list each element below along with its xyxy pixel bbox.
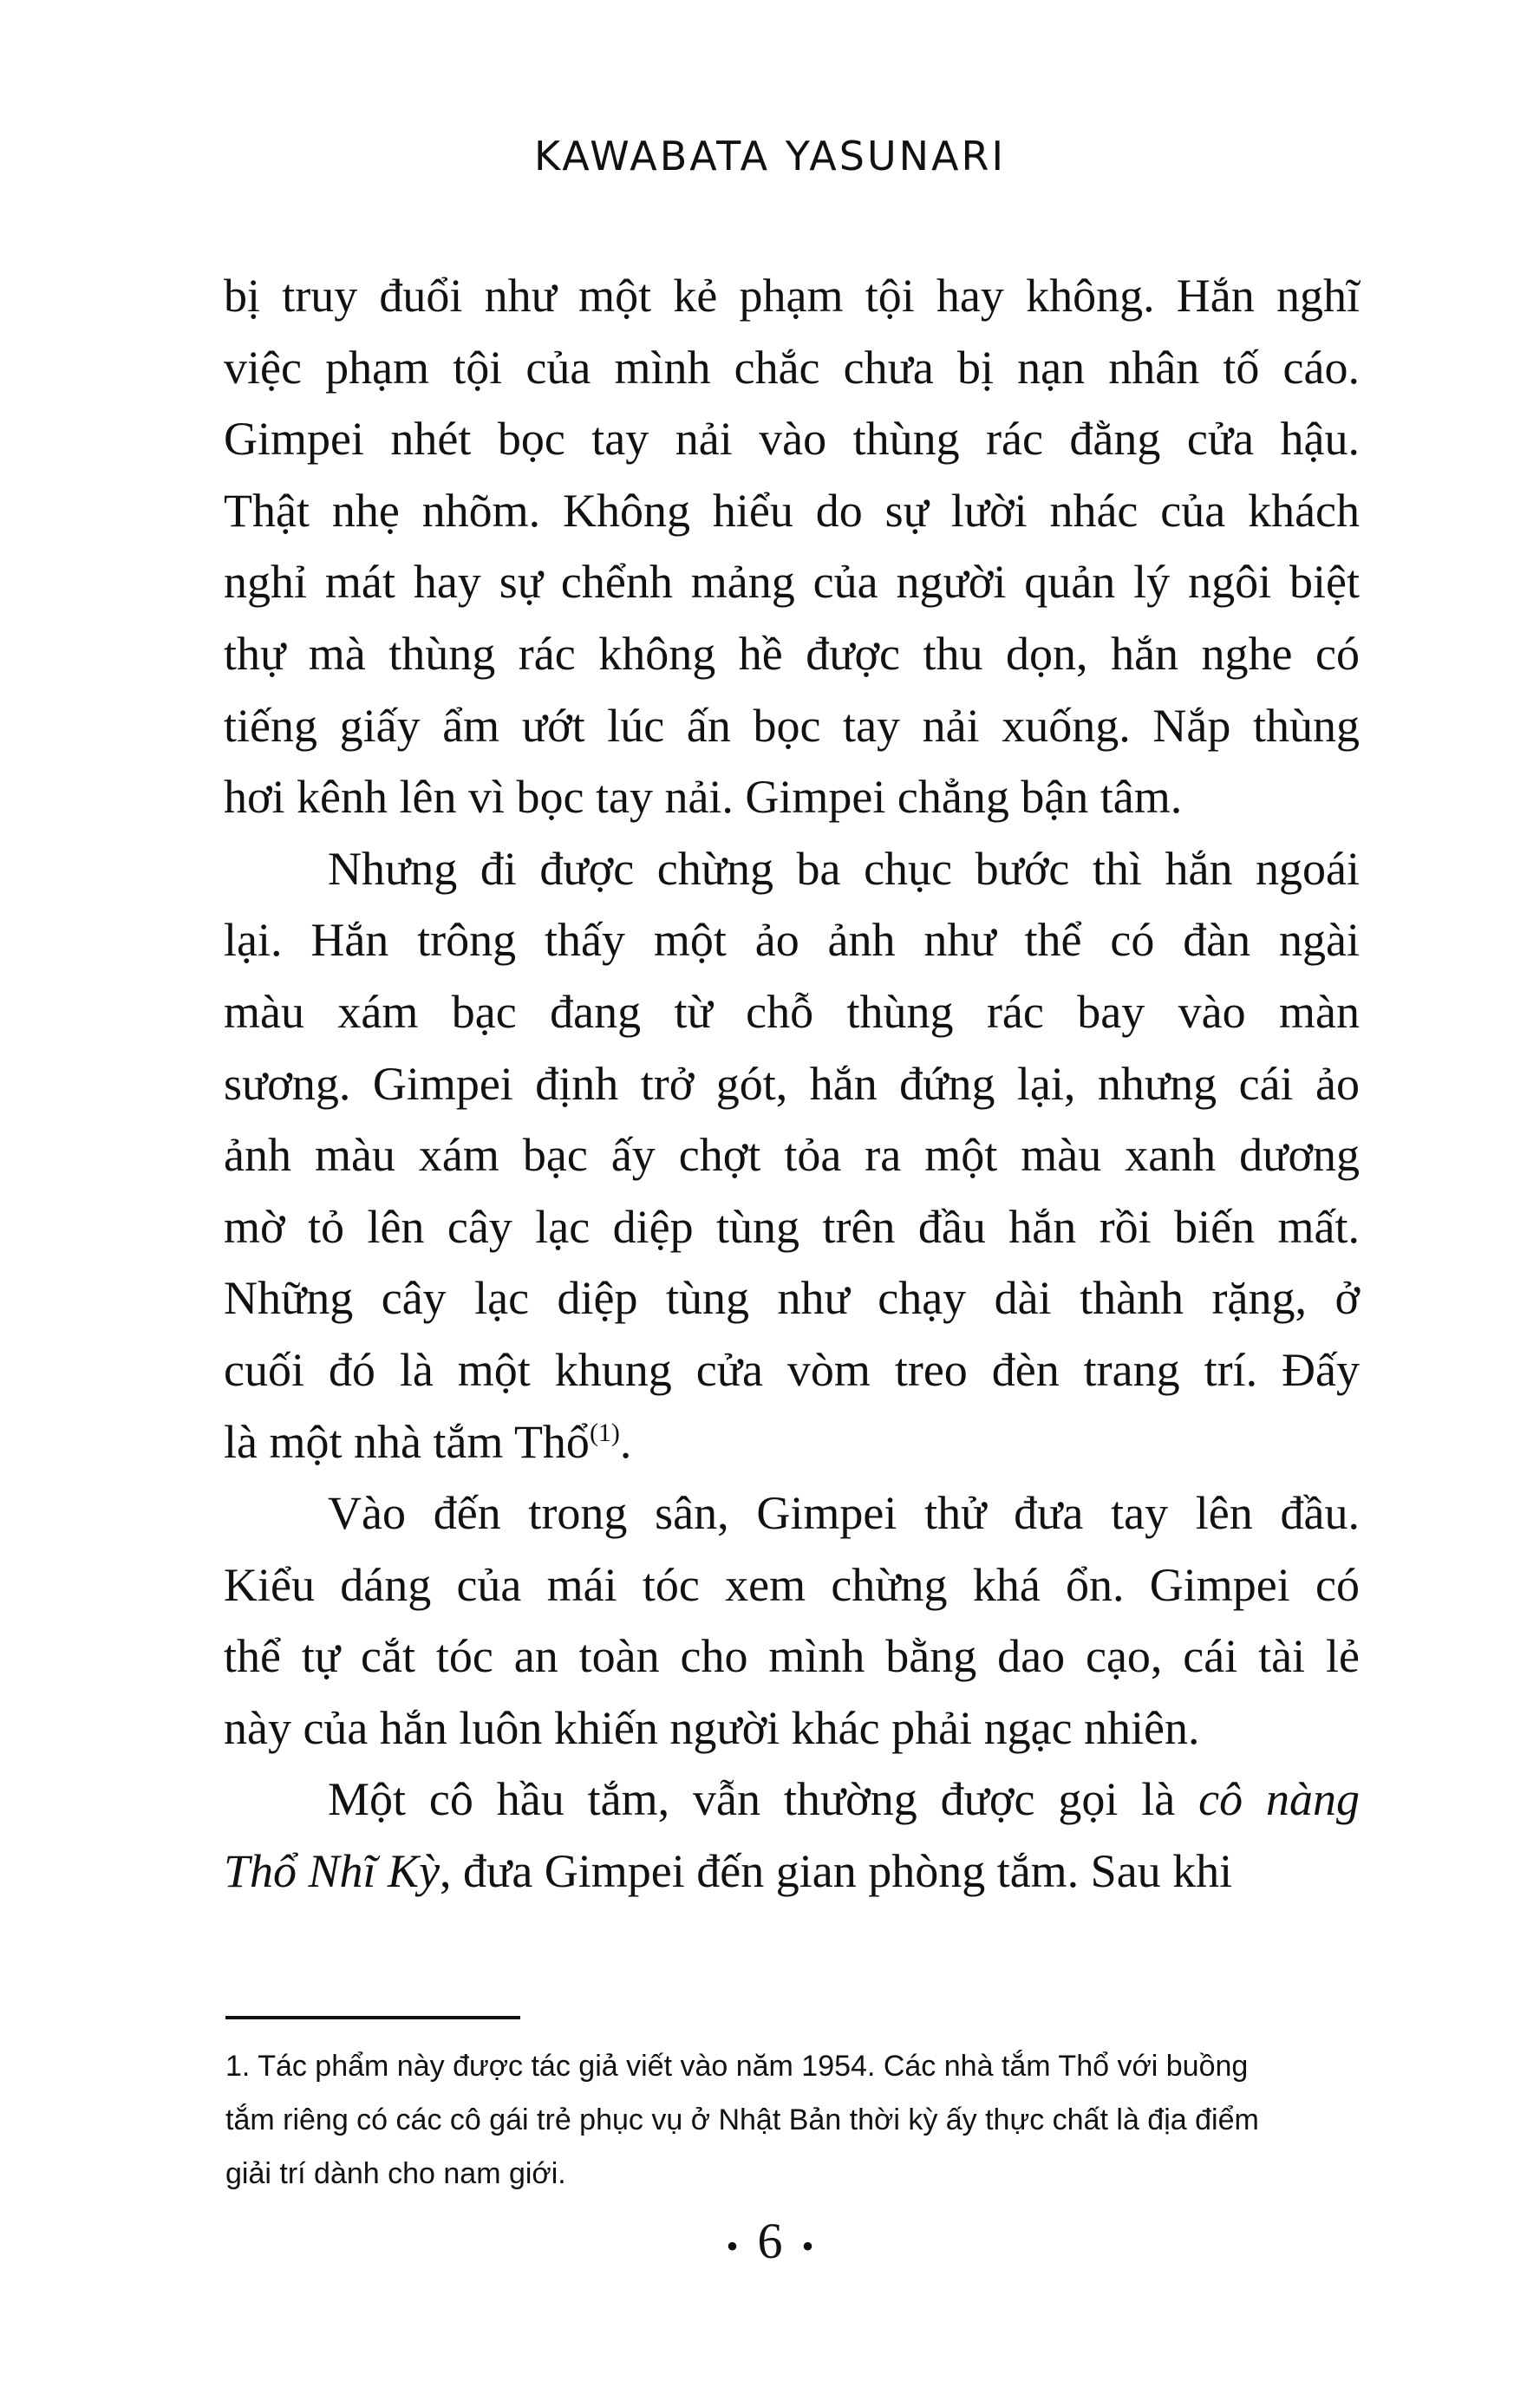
body-line: sương. Gimpei định trở gót, hắn đứng lại, nhưng cái ảo [224,1057,1360,1110]
body-line: Gimpei nhét bọc tay nải vào thùng rác đằng cửa hậu. [224,413,1360,466]
body-line: này của hắn luôn khiến người khác phải ngạc nhiên. [224,1701,1200,1754]
line-end-period: . [619,1415,632,1468]
running-header-title: KAWABATA YASUNARI [533,133,1007,179]
footnote-divider [225,2016,520,2019]
body-line: Những cây lạc diệp tùng như chạy dài thành rặng, ở [224,1272,1360,1325]
body-line-text: là một nhà tắm Thổ [224,1415,590,1468]
footnote-reference: (1) [589,1418,620,1447]
italic-term: cô nàng [1198,1773,1360,1826]
body-line-text: , đưa Gimpei đến gian phòng tắm. Sau khi [440,1845,1233,1898]
body-line: thể tự cắt tóc an toàn cho mình bằng dao cạo, cái tài lẻ [224,1630,1360,1683]
page-number-footer [0,2211,1540,2277]
body-line: mờ tỏ lên cây lạc diệp tùng trên đầu hắn rồi biến mất. [224,1200,1360,1253]
body-line: tiếng giấy ẩm ướt lúc ấn bọc tay nải xuống. Nắp thùng [224,699,1360,752]
body-line: lại. Hắn trông thấy một ảo ảnh như thể có đàn ngài [224,914,1360,967]
footnote-line: tắm riêng có các cô gái trẻ phục vụ ở Nhật Bản thời kỳ ấy thực chất là địa điểm [225,2103,1259,2136]
footnotes [225,2039,1361,2201]
body-line: ảnh màu xám bạc ấy chợt tỏa ra một màu xanh dương [224,1129,1360,1182]
body-line: Thật nhẹ nhõm. Không hiểu do sự lười nhác của khách [224,484,1360,537]
body-text [224,260,1360,1908]
body-line: thự mà thùng rác không hề được thu dọn, hắn nghe có [224,627,1360,680]
body-line: màu xám bạc đang từ chỗ thùng rác bay vào màn [224,985,1360,1038]
body-line-with-footnote [224,1406,1360,1478]
body-line: bị truy đuổi như một kẻ phạm tội hay không. Hắn nghĩ [224,270,1360,322]
body-line-text: Một cô hầu tắm, vẫn thường được gọi là [328,1773,1199,1826]
body-line: cuối đó là một khung cửa vòm treo đèn trang trí. Đấy [224,1343,1360,1396]
footnote-line: giải trí dành cho nam giới. [225,2157,566,2190]
page-number: 6 [757,2213,783,2269]
footnote-line: 1. Tác phẩm này được tác giả viết vào năm 1954. Các nhà tắm Thổ với buồng [225,2050,1249,2083]
bullet-left: • [726,2226,739,2266]
bullet-right: • [801,2226,814,2266]
body-line: Kiểu dáng của mái tóc xem chừng khá ổn. Gimpei có [224,1558,1360,1611]
body-line-with-italic [224,1836,1360,1908]
body-line: Vào đến trong sân, Gimpei thử đưa tay lên đầu. [328,1487,1360,1540]
body-line: Nhưng đi được chừng ba chục bước thì hắn ngoái [328,842,1360,895]
body-line: hơi kênh lên vì bọc tay nải. Gimpei chẳng bận tâm. [224,771,1183,824]
body-line-with-italic [224,1764,1360,1836]
body-line: nghỉ mát hay sự chểnh mảng của người quản lý ngôi biệt [224,556,1360,609]
body-line: việc phạm tội của mình chắc chưa bị nạn nhân tố cáo. [224,341,1360,394]
italic-term: Thổ Nhĩ Kỳ [224,1845,440,1898]
